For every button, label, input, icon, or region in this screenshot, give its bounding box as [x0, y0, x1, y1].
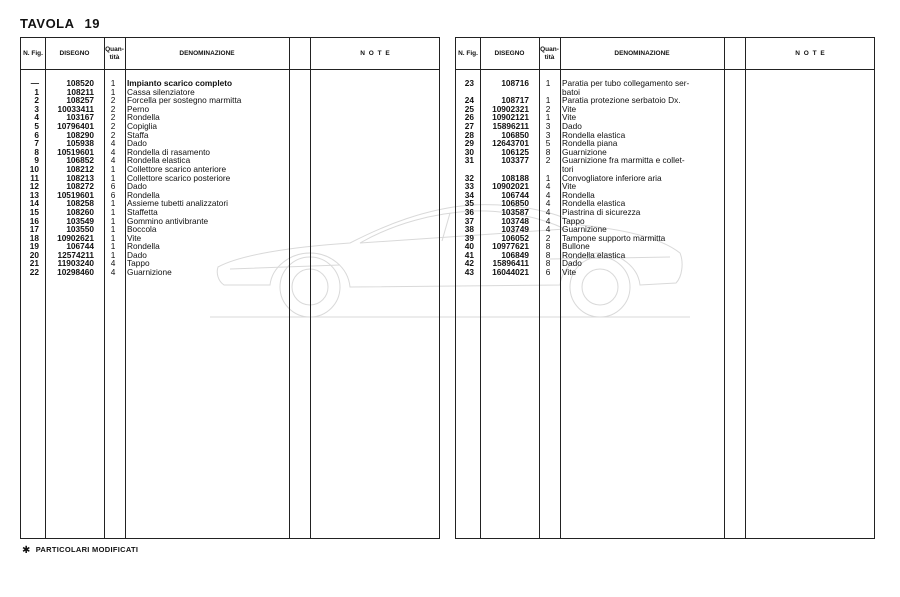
row-denominazione: Dado	[127, 249, 147, 260]
row-denominazione: Paratia protezione serbatoio Dx.	[562, 95, 681, 106]
footnote	[22, 545, 138, 556]
row-denominazione: tori	[562, 163, 574, 174]
row-fig: 12	[29, 181, 39, 192]
row-disegno: 103748	[501, 215, 529, 226]
row-fig: —	[30, 78, 39, 88]
header-divider	[456, 69, 874, 70]
row-fig: 29	[464, 138, 474, 149]
row-fig: 33	[464, 181, 474, 192]
row-disegno: 10796401	[57, 120, 94, 131]
row-fig: 6	[34, 129, 39, 140]
row-fig: 38	[464, 224, 474, 235]
row-disegno: 106125	[501, 146, 529, 157]
row-denominazione: Perno	[127, 103, 150, 114]
header-note: N O T E	[360, 49, 391, 57]
page-title	[20, 16, 100, 31]
row-denominazione: Guarnizione	[127, 267, 172, 278]
row-disegno: 106744	[501, 189, 529, 200]
row-denominazione: Copiglia	[127, 120, 157, 131]
row-fig: 15	[29, 206, 39, 217]
header-quantita: Quan- tità	[105, 45, 124, 61]
row-disegno: 108716	[501, 78, 529, 88]
row-disegno: 10298460	[57, 267, 94, 278]
row-fig: 11	[30, 172, 39, 183]
parts-list-left	[21, 79, 439, 277]
row-denominazione: Collettore scarico posteriore	[127, 172, 231, 183]
row-fig: 16	[29, 215, 39, 226]
row-quantity: 3	[545, 129, 551, 140]
row-fig: 39	[464, 232, 474, 243]
row-fig: 18	[29, 232, 39, 243]
row-quantity: 4	[545, 198, 551, 209]
row-quantity: 4	[110, 146, 116, 157]
row-disegno: 108188	[501, 172, 529, 183]
row-fig: 27	[464, 120, 474, 131]
row-disegno: 106852	[66, 155, 94, 166]
row-quantity: 1	[110, 249, 116, 260]
row-quantity: 5	[545, 138, 551, 149]
row-disegno: 15896411	[492, 258, 529, 269]
row-denominazione: Dado	[562, 258, 582, 269]
header-disegno: DISEGNO	[494, 49, 525, 57]
row-denominazione: Vite	[127, 232, 142, 243]
row-quantity: 1	[110, 172, 116, 183]
row-quantity: 2	[110, 103, 116, 114]
row-denominazione: Dado	[562, 120, 582, 131]
row-fig: 5	[34, 120, 39, 131]
row-quantity: 2	[545, 103, 551, 114]
row-denominazione: Dado	[127, 181, 147, 192]
row-fig: 41	[464, 249, 474, 260]
row-quantity: 8	[545, 241, 551, 252]
row-denominazione: Rondella	[562, 189, 595, 200]
row-disegno: 103749	[501, 224, 529, 235]
row-denominazione: batoi	[562, 86, 580, 97]
row-quantity: 4	[545, 224, 551, 235]
row-disegno: 10519601	[57, 189, 94, 200]
row-fig: 1	[34, 86, 39, 97]
row-denominazione: Tappo	[127, 258, 150, 269]
row-fig: 43	[464, 267, 474, 278]
row-quantity: 1	[545, 95, 551, 106]
row-fig: 32	[464, 172, 474, 183]
row-denominazione: Collettore scarico anteriore	[127, 163, 227, 174]
row-denominazione: Tampone supporto marmitta	[562, 232, 666, 243]
row-quantity: 1	[110, 215, 116, 226]
row-denominazione: Dado	[127, 138, 147, 149]
row-quantity: 1	[110, 78, 116, 88]
row-disegno: 106052	[501, 232, 529, 243]
row-denominazione: Staffa	[127, 129, 149, 140]
row-quantity: 2	[110, 120, 116, 131]
row-quantity: 1	[110, 86, 116, 97]
row-disegno: 103587	[501, 206, 529, 217]
title-label: TAVOLA	[20, 16, 75, 31]
row-fig: 10	[29, 163, 39, 174]
row-fig: 7	[34, 138, 39, 149]
row-quantity: 3	[545, 120, 551, 131]
row-quantity: 4	[110, 267, 116, 278]
row-disegno: 108290	[66, 129, 94, 140]
asterisk-icon: ✱	[22, 545, 31, 556]
row-denominazione: Rondella elastica	[127, 155, 191, 166]
row-denominazione: Rondella	[127, 241, 160, 252]
row-fig: 17	[29, 224, 39, 235]
row-disegno: 10902021	[492, 181, 529, 192]
table-row	[456, 79, 874, 88]
row-disegno: 103167	[66, 112, 94, 123]
row-quantity: 4	[110, 258, 116, 269]
row-disegno: 108211	[66, 86, 94, 97]
row-disegno: 106850	[501, 198, 529, 209]
row-fig: 26	[464, 112, 474, 123]
row-disegno: 106744	[66, 241, 94, 252]
row-quantity: 2	[545, 232, 551, 243]
row-quantity: 4	[110, 138, 116, 149]
row-fig: 35	[464, 198, 474, 209]
row-fig: 4	[34, 112, 39, 123]
row-disegno: 108213	[66, 172, 94, 183]
row-denominazione: Assieme tubetti analizzatori	[127, 198, 228, 209]
row-disegno: 10977621	[492, 241, 529, 252]
row-fig: 20	[29, 249, 39, 260]
row-disegno: 12643701	[492, 138, 529, 149]
table-row	[456, 156, 874, 165]
row-disegno: 15896211	[492, 120, 529, 131]
row-fig: 9	[34, 155, 39, 166]
row-denominazione: Guarnizione	[562, 224, 607, 235]
row-quantity: 4	[545, 206, 551, 217]
row-fig: 40	[464, 241, 474, 252]
table-row	[21, 268, 439, 277]
header-fig: N. Fig.	[23, 49, 43, 57]
row-quantity: 2	[110, 112, 116, 123]
row-denominazione: Paratia per tubo collegamento ser-	[562, 78, 690, 88]
row-quantity: 6	[110, 181, 116, 192]
row-denominazione: Guarnizione	[562, 146, 607, 157]
header-fig: N. Fig.	[458, 49, 478, 57]
row-quantity: 4	[545, 215, 551, 226]
header-note: N O T E	[795, 49, 826, 57]
row-disegno: 10902321	[492, 103, 529, 114]
row-quantity: 6	[545, 267, 551, 278]
row-quantity: 1	[545, 112, 551, 123]
row-quantity: 1	[110, 241, 116, 252]
row-quantity: 8	[545, 146, 551, 157]
row-disegno: 106849	[501, 249, 529, 260]
header-denominazione: DENOMINAZIONE	[179, 49, 235, 57]
row-denominazione: Tappo	[562, 215, 585, 226]
header-disegno: DISEGNO	[59, 49, 90, 57]
row-fig: 3	[34, 103, 39, 114]
parts-table-right	[455, 37, 875, 539]
row-quantity: 8	[545, 249, 551, 260]
row-quantity: 1	[110, 198, 116, 209]
row-fig: 8	[34, 146, 39, 157]
row-denominazione: Vite	[562, 103, 577, 114]
row-denominazione: Guarnizione fra marmitta e collet-	[562, 155, 685, 166]
row-disegno: 105938	[66, 138, 94, 149]
row-denominazione: Cassa silenziatore	[127, 86, 195, 97]
row-quantity: 1	[110, 163, 116, 174]
row-disegno: 106850	[501, 129, 529, 140]
row-disegno: 108260	[66, 206, 94, 217]
row-quantity: 4	[545, 181, 551, 192]
row-denominazione: Convogliatore inferiore aria	[562, 172, 662, 183]
row-denominazione: Rondella piana	[562, 138, 618, 149]
row-fig: 34	[464, 189, 474, 200]
row-disegno: 10033411	[57, 103, 94, 114]
parts-list-right	[456, 79, 874, 277]
row-denominazione: Boccola	[127, 224, 157, 235]
row-denominazione: Rondella elastica	[562, 249, 626, 260]
row-disegno: 103549	[66, 215, 94, 226]
row-denominazione: Rondella elastica	[562, 198, 626, 209]
row-disegno: 16044021	[492, 267, 529, 278]
header-divider	[21, 69, 439, 70]
row-disegno: 108272	[66, 181, 94, 192]
row-disegno: 10902121	[492, 112, 529, 123]
row-denominazione: Impianto scarico completo	[127, 78, 233, 88]
row-fig: 24	[464, 95, 474, 106]
row-quantity: 4	[545, 189, 551, 200]
row-quantity: 6	[110, 189, 116, 200]
row-quantity: 1	[110, 224, 116, 235]
row-fig: 22	[29, 267, 39, 278]
row-denominazione: Vite	[562, 181, 577, 192]
row-quantity: 1	[110, 232, 116, 243]
row-denominazione: Bullone	[562, 241, 590, 252]
row-quantity: 1	[545, 78, 551, 88]
row-quantity: 2	[545, 155, 551, 166]
row-quantity: 2	[110, 129, 116, 140]
row-denominazione: Rondella elastica	[562, 129, 626, 140]
row-disegno: 103550	[66, 224, 94, 235]
row-fig: 28	[464, 129, 474, 140]
row-denominazione: Rondella	[127, 189, 160, 200]
table-row	[456, 268, 874, 277]
row-denominazione: Vite	[562, 267, 577, 278]
row-fig: 21	[29, 258, 39, 269]
row-disegno: 103377	[501, 155, 529, 166]
row-fig: 14	[29, 198, 39, 209]
header-denominazione: DENOMINAZIONE	[614, 49, 670, 57]
row-quantity: 8	[545, 258, 551, 269]
row-disegno: 10902621	[57, 232, 94, 243]
footnote-text: PARTICOLARI MODIFICATI	[35, 545, 139, 554]
row-denominazione: Gommino antivibrante	[127, 215, 209, 226]
row-quantity: 1	[110, 206, 116, 217]
row-disegno: 10519601	[57, 146, 94, 157]
row-quantity: 2	[110, 95, 116, 106]
row-fig: 37	[464, 215, 474, 226]
row-denominazione: Forcella per sostegno marmitta	[127, 95, 242, 106]
row-fig: 31	[464, 155, 474, 166]
row-disegno: 108257	[66, 95, 94, 106]
row-fig: 19	[29, 241, 39, 252]
row-denominazione: Piastrina di sicurezza	[562, 206, 641, 217]
row-disegno: 108717	[501, 95, 529, 106]
row-disegno: 108258	[66, 198, 94, 209]
row-fig: 36	[464, 206, 474, 217]
row-fig: 30	[464, 146, 474, 157]
row-fig: 25	[464, 103, 474, 114]
row-denominazione: Staffetta	[127, 206, 158, 217]
table-number: 19	[84, 16, 100, 31]
row-fig: 42	[464, 258, 474, 269]
row-denominazione: Rondella di rasamento	[127, 146, 211, 157]
row-quantity: 1	[545, 172, 551, 183]
header-quantita: Quan- tità	[540, 45, 559, 61]
row-disegno: 108520	[66, 78, 94, 88]
row-disegno: 12574211	[57, 249, 94, 260]
row-fig: 2	[34, 95, 39, 106]
row-denominazione: Vite	[562, 112, 577, 123]
row-disegno: 11903240	[57, 258, 94, 269]
row-fig: 23	[464, 78, 474, 88]
row-fig: 13	[29, 189, 39, 200]
row-denominazione: Rondella	[127, 112, 160, 123]
row-disegno: 108212	[66, 163, 94, 174]
parts-table-left	[20, 37, 440, 539]
row-quantity: 4	[110, 155, 116, 166]
